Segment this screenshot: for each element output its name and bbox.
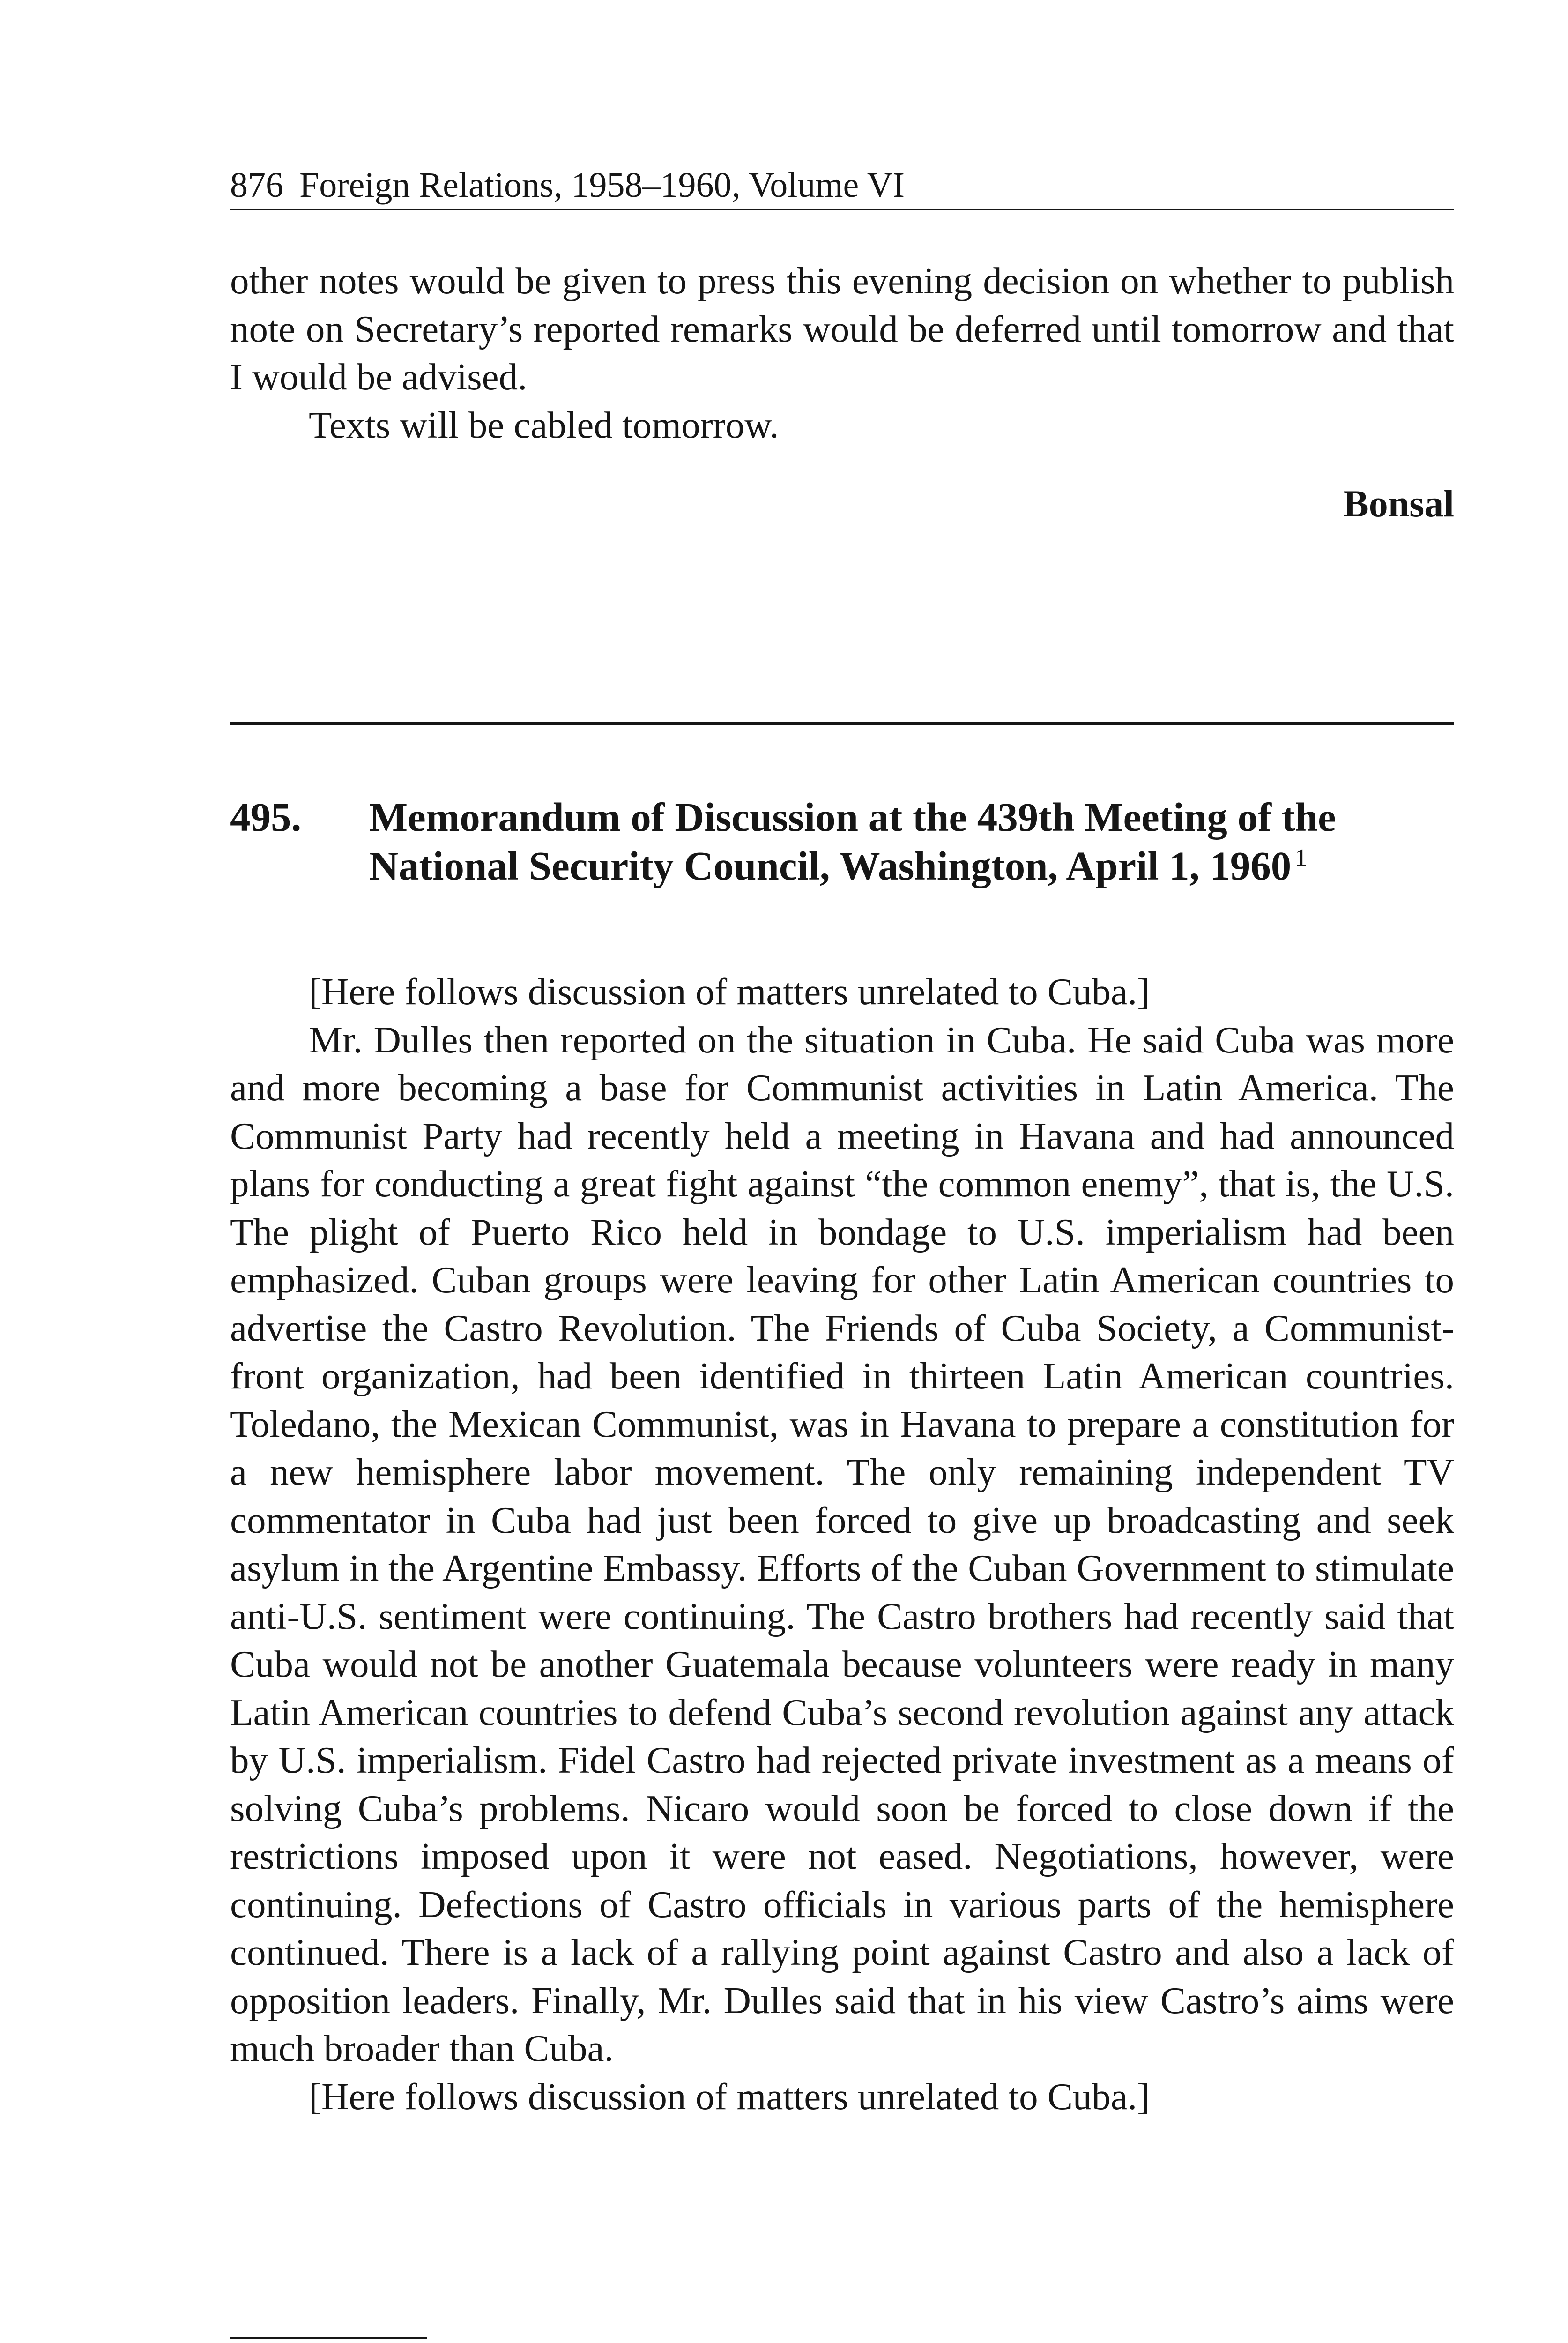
body-paragraph: [Here follows discussion of matters unrelated to Cuba.]: [309, 2075, 1150, 2118]
document-title: Memorandum of Discussion at the 439th Meeting of the National Security Council, Washington, April 1, 1960: [369, 794, 1336, 888]
volume-title: Foreign Relations, 1958–1960, Volume VI: [299, 165, 905, 205]
running-head: [230, 164, 1454, 206]
body-paragraph: Mr. Dulles then reported on the situation in Cuba. He said Cuba was more and more becoming a base for Communist activities in Latin America. The Communist Party had recently held a meeting in Havana and had announced plans for conducting a great fight against “the common enemy”, that is, the U.S. The plight of Puerto Rico held in bondage to U.S. imperialism had been emphasized. Cuban groups were leaving for other Latin American countries to advertise the Castro Revolution. The Friends of Cuba Society, a Communist-front organization, had been identified in thirteen Latin American countries. Toledano, the Mexican Communist, was in Havana to prepare a constitution for a new hemisphere labor movement. The only remaining independent TV commentator in Cuba had just been forced to give up broadcasting and seek asylum in the Argentine Embassy. Efforts of the Cuban Government to stimulate anti-U.S. sentiment were continuing. The Castro brothers had recently said that Cuba would not be another Guatemala because volunteers were ready in many Latin American countries to defend Cuba’s second revolution against any attack by U.S. imperialism. Fidel Castro had rejected private investment as a means of solving Cuba’s problems. Nicaro would soon be forced to close down if the restrictions imposed upon it were not eased. Negotiations, however, were continuing. Defections of Castro officials in various parts of the hemisphere continued. There is a lack of a rallying point against Castro and also a lack of opposition leaders. Finally, Mr. Dulles said that in his view Castro’s aims were much broader than Cuba.: [230, 1018, 1454, 2069]
footnote-rule: [230, 2337, 427, 2339]
previous-document-paragraph: other notes would be given to press this evening decision on whether to publish note on Secretary’s reported remarks would be deferred until tomorrow and that I would be advised.: [230, 260, 1454, 398]
document-title-block: [369, 793, 1454, 890]
body-paragraph: [Here follows discussion of matters unrelated to Cuba.]: [309, 970, 1150, 1013]
header-rule: [230, 209, 1454, 210]
document-body: [230, 968, 1454, 2120]
section-divider: [230, 722, 1454, 725]
document-number: 495.: [230, 794, 302, 840]
signature: Bonsal: [1343, 482, 1454, 525]
footnote-reference[interactable]: 1: [1295, 844, 1308, 871]
previous-document-text: [230, 257, 1454, 449]
page-number: 876: [230, 165, 283, 205]
previous-document-paragraph: Texts will be cabled tomorrow.: [309, 403, 779, 446]
